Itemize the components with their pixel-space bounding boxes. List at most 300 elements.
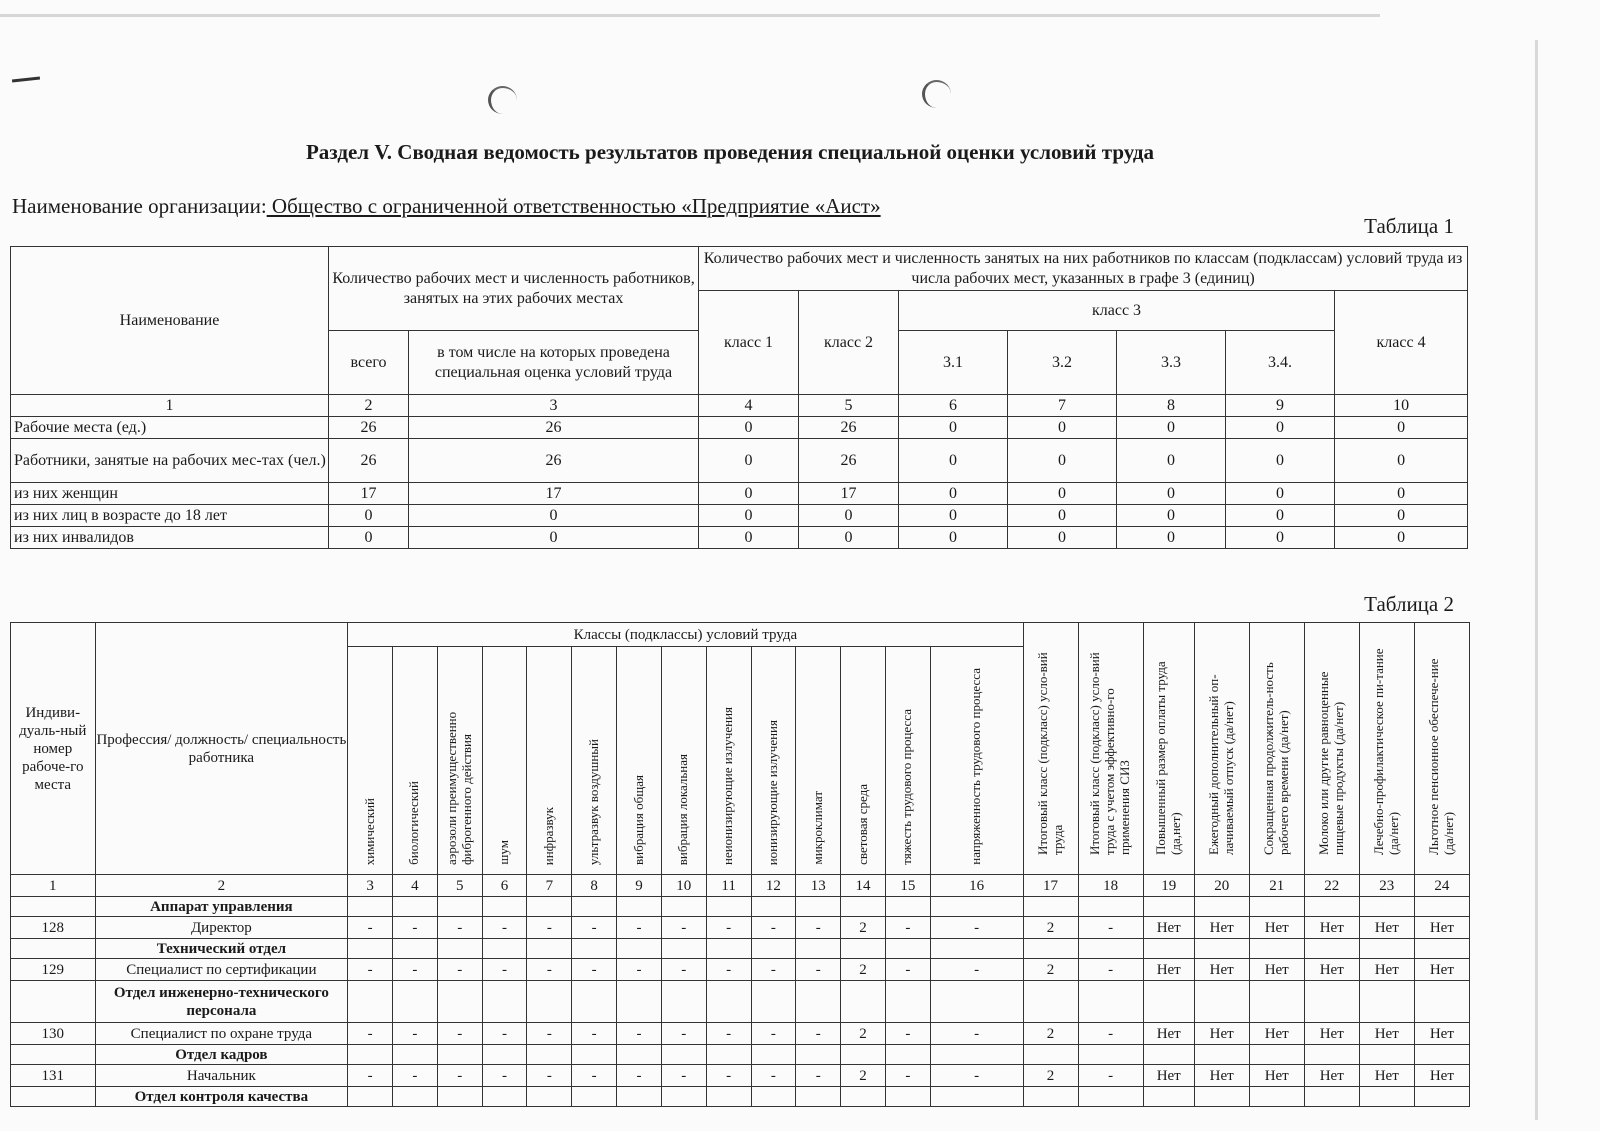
column-number: 10	[661, 875, 706, 897]
cell-value: 0	[699, 527, 799, 549]
empty-cell	[11, 1045, 96, 1065]
header-name: Наименование	[11, 247, 329, 395]
department-row	[11, 897, 1470, 917]
cell-value: Нет	[1414, 959, 1469, 981]
empty-cell	[527, 897, 572, 917]
cell-value: -	[482, 1023, 527, 1045]
cell-value: 0	[699, 439, 799, 483]
header-factor-text: биологический	[406, 781, 422, 865]
header-factor	[617, 647, 662, 875]
empty-cell	[796, 1045, 841, 1065]
column-number: 4	[699, 395, 799, 417]
empty-cell	[348, 939, 393, 959]
empty-cell	[437, 1045, 482, 1065]
empty-cell	[1194, 1087, 1249, 1107]
cell-value: 17	[409, 483, 699, 505]
header-factor-text: вибрация локальная	[675, 753, 691, 865]
cell-value: 17	[329, 483, 409, 505]
column-number: 14	[841, 875, 886, 897]
column-number: 3	[409, 395, 699, 417]
empty-cell	[706, 939, 751, 959]
empty-cell	[393, 939, 438, 959]
department-name: Аппарат управления	[95, 897, 348, 917]
header-extra-text: Льготное пенсионное обеспече-ние (да/нет)	[1425, 658, 1456, 855]
column-number: 16	[930, 875, 1023, 897]
cell-value: 2	[1023, 1065, 1078, 1087]
header-factor-text: напряженность трудового процесса	[968, 668, 984, 865]
empty-cell	[1304, 939, 1359, 959]
header-class3-3: 3.3	[1117, 331, 1226, 395]
cell-value: Нет	[1359, 1065, 1414, 1087]
job-title: Специалист по сертификации	[95, 959, 348, 981]
empty-cell	[617, 1045, 662, 1065]
cell-value: -	[393, 917, 438, 939]
row-label: из них лиц в возрасте до 18 лет	[11, 505, 329, 527]
empty-cell	[1143, 939, 1194, 959]
workplace-id: 130	[11, 1023, 96, 1045]
cell-value: -	[437, 959, 482, 981]
empty-cell	[482, 981, 527, 1023]
header-factor	[841, 647, 886, 875]
empty-cell	[796, 1087, 841, 1107]
cell-value: -	[527, 1065, 572, 1087]
cell-value: 0	[1226, 483, 1335, 505]
cell-value: -	[885, 917, 930, 939]
cell-value: -	[527, 917, 572, 939]
header-extra-text: Лечебно-профилактическое пи-тание (да/нет)	[1370, 648, 1401, 855]
cell-value: -	[348, 1065, 393, 1087]
cell-value: -	[885, 1023, 930, 1045]
header-factor-text: ионизирующие излучения	[764, 719, 780, 865]
empty-cell	[527, 939, 572, 959]
cell-value: Нет	[1143, 959, 1194, 981]
header-factor	[572, 647, 617, 875]
cell-value: 0	[1117, 439, 1226, 483]
empty-cell	[527, 1045, 572, 1065]
empty-cell	[930, 1045, 1023, 1065]
empty-cell	[930, 981, 1023, 1023]
column-number: 11	[706, 875, 751, 897]
cell-value: -	[796, 1065, 841, 1087]
header-extra-text: Сокращенная продолжитель-ность рабочего времени (да/нет)	[1260, 662, 1291, 855]
cell-value: 2	[1023, 917, 1078, 939]
header-count-group: Количество рабочих мест и численность работников, занятых на этих рабочих местах	[329, 247, 699, 331]
header-factor-text: вибрация общая	[630, 775, 646, 865]
cell-value: -	[348, 917, 393, 939]
empty-cell	[1078, 1045, 1143, 1065]
cell-value: 0	[899, 483, 1008, 505]
empty-cell	[1359, 1045, 1414, 1065]
header-factor-text: ультразвук воздушный	[585, 738, 601, 865]
column-number: 8	[572, 875, 617, 897]
header-factor-text: тяжесть трудового процесса	[899, 709, 915, 865]
cell-value: -	[661, 1065, 706, 1087]
cell-value: 0	[1117, 417, 1226, 439]
empty-cell	[617, 981, 662, 1023]
empty-cell	[751, 1087, 796, 1107]
cell-value: Нет	[1249, 1023, 1304, 1045]
empty-cell	[1414, 1045, 1469, 1065]
table-row	[11, 483, 1468, 505]
department-name: Отдел инженерно-технического персонала	[95, 981, 348, 1023]
header-class3: класс 3	[899, 291, 1335, 331]
empty-cell	[885, 981, 930, 1023]
header-factor	[437, 647, 482, 875]
empty-cell	[1078, 939, 1143, 959]
column-number: 6	[899, 395, 1008, 417]
cell-value: 0	[899, 505, 1008, 527]
cell-value: -	[482, 1065, 527, 1087]
cell-value: 26	[799, 417, 899, 439]
column-number: 2	[95, 875, 348, 897]
empty-cell	[930, 939, 1023, 959]
cell-value: -	[482, 917, 527, 939]
empty-cell	[1359, 939, 1414, 959]
header-factor	[706, 647, 751, 875]
table-row	[11, 417, 1468, 439]
cell-value: -	[930, 1065, 1023, 1087]
cell-value: Нет	[1194, 959, 1249, 981]
header-class3-1: 3.1	[899, 331, 1008, 395]
empty-cell	[527, 1087, 572, 1107]
header-factor	[482, 647, 527, 875]
cell-value: -	[1078, 917, 1143, 939]
header-class4: класс 4	[1335, 291, 1468, 395]
department-name: Технический отдел	[95, 939, 348, 959]
cell-value: 2	[841, 959, 886, 981]
summary-table	[10, 246, 1468, 549]
empty-cell	[393, 1045, 438, 1065]
empty-cell	[1194, 981, 1249, 1023]
empty-cell	[1023, 981, 1078, 1023]
header-workplace-id: Индиви-дуаль-ный номер рабоче-го места	[11, 623, 96, 875]
empty-cell	[796, 939, 841, 959]
department-row	[11, 1087, 1470, 1107]
cell-value: -	[661, 959, 706, 981]
cell-value: 0	[1008, 417, 1117, 439]
scan-top-edge	[0, 14, 1380, 17]
empty-cell	[348, 981, 393, 1023]
empty-cell	[437, 939, 482, 959]
cell-value: 2	[841, 1065, 886, 1087]
cell-value: -	[617, 1023, 662, 1045]
empty-cell	[1249, 1045, 1304, 1065]
header-final-class-text: Итоговый класс (подкласс) усло-вий труда	[1034, 652, 1065, 855]
empty-cell	[841, 1045, 886, 1065]
column-number: 1	[11, 395, 329, 417]
empty-cell	[572, 897, 617, 917]
cell-value: 26	[409, 439, 699, 483]
cell-value: 0	[1335, 439, 1468, 483]
organization-value: Общество с ограниченной ответственностью «Предприятие «Аист»	[266, 194, 881, 218]
empty-cell	[1023, 1087, 1078, 1107]
cell-value: 2	[841, 917, 886, 939]
empty-cell	[706, 897, 751, 917]
cell-value: Нет	[1359, 917, 1414, 939]
workplaces-table	[10, 622, 1470, 1107]
job-title: Начальник	[95, 1065, 348, 1087]
job-title: Специалист по охране труда	[95, 1023, 348, 1045]
cell-value: -	[796, 959, 841, 981]
header-class3-2: 3.2	[1008, 331, 1117, 395]
cell-value: 2	[1023, 959, 1078, 981]
header-extra-text: Ежегодный дополнительный оп-лачиваемый отпуск (да/нет)	[1205, 674, 1236, 855]
cell-value: 0	[1008, 505, 1117, 527]
department-name: Отдел кадров	[95, 1045, 348, 1065]
cell-value: 0	[1226, 439, 1335, 483]
empty-cell	[706, 1087, 751, 1107]
cell-value: 0	[699, 483, 799, 505]
row-label: из них женщин	[11, 483, 329, 505]
header-extra	[1249, 623, 1304, 875]
column-number: 2	[329, 395, 409, 417]
cell-value: -	[617, 1065, 662, 1087]
empty-cell	[841, 939, 886, 959]
empty-cell	[482, 1087, 527, 1107]
cell-value: -	[572, 917, 617, 939]
cell-value: Нет	[1143, 917, 1194, 939]
cell-value: 0	[799, 505, 899, 527]
empty-cell	[1023, 939, 1078, 959]
empty-cell	[482, 1045, 527, 1065]
empty-cell	[1359, 981, 1414, 1023]
empty-cell	[348, 1045, 393, 1065]
column-number: 1	[11, 875, 96, 897]
cell-value: -	[1078, 1065, 1143, 1087]
cell-value: -	[796, 917, 841, 939]
cell-value: -	[706, 1023, 751, 1045]
cell-value: -	[706, 959, 751, 981]
empty-cell	[930, 897, 1023, 917]
cell-value: -	[482, 959, 527, 981]
empty-cell	[437, 981, 482, 1023]
header-class-group: Количество рабочих мест и численность занятых на них работников по классам (подклассам) условий труда из числа рабочих мест, указанных в графе 3 (единиц)	[699, 247, 1468, 291]
cell-value: Нет	[1194, 917, 1249, 939]
table1-caption: Таблица 1	[1364, 214, 1454, 238]
header-factor-text: микроклимат	[809, 791, 825, 865]
department-name: Отдел контроля качества	[95, 1087, 348, 1107]
cell-value: 17	[799, 483, 899, 505]
empty-cell	[1414, 1087, 1469, 1107]
empty-cell	[1078, 897, 1143, 917]
column-number: 18	[1078, 875, 1143, 897]
cell-value: -	[437, 1023, 482, 1045]
cell-value: -	[527, 1023, 572, 1045]
cell-value: 0	[699, 505, 799, 527]
cell-value: 0	[899, 527, 1008, 549]
header-extra	[1194, 623, 1249, 875]
empty-cell	[482, 939, 527, 959]
empty-cell	[1023, 1045, 1078, 1065]
cell-value: 26	[799, 439, 899, 483]
empty-cell	[572, 1045, 617, 1065]
cell-value: Нет	[1249, 1065, 1304, 1087]
empty-cell	[437, 897, 482, 917]
column-number: 12	[751, 875, 796, 897]
empty-cell	[1359, 1087, 1414, 1107]
empty-cell	[1304, 1087, 1359, 1107]
empty-cell	[1359, 897, 1414, 917]
pen-mark	[12, 77, 40, 83]
workplace-id: 129	[11, 959, 96, 981]
section-title: Раздел V. Сводная ведомость результатов проведения специальной оценки условий труда	[305, 140, 1155, 164]
empty-cell	[1143, 981, 1194, 1023]
organization-line	[12, 194, 881, 219]
cell-value: -	[706, 917, 751, 939]
cell-value: -	[1078, 1023, 1143, 1045]
empty-cell	[841, 981, 886, 1023]
column-number: 22	[1304, 875, 1359, 897]
cell-value: 2	[841, 1023, 886, 1045]
empty-cell	[393, 1087, 438, 1107]
column-number: 3	[348, 875, 393, 897]
empty-cell	[11, 939, 96, 959]
cell-value: -	[437, 917, 482, 939]
column-number: 7	[1008, 395, 1117, 417]
cell-value: 0	[1226, 527, 1335, 549]
header-extra	[1143, 623, 1194, 875]
cell-value: Нет	[1194, 1065, 1249, 1087]
cell-value: -	[617, 959, 662, 981]
cell-value: -	[1078, 959, 1143, 981]
cell-value: 0	[329, 527, 409, 549]
header-total: всего	[329, 331, 409, 395]
empty-cell	[885, 897, 930, 917]
header-final-class-siz	[1078, 623, 1143, 875]
header-factor	[751, 647, 796, 875]
empty-cell	[1023, 897, 1078, 917]
header-classes-group: Классы (подклассы) условий труда	[348, 623, 1023, 647]
header-extra	[1414, 623, 1469, 875]
empty-cell	[841, 1087, 886, 1107]
cell-value: -	[751, 959, 796, 981]
empty-cell	[885, 1045, 930, 1065]
cell-value: -	[617, 917, 662, 939]
cell-value: -	[572, 1023, 617, 1045]
cell-value: Нет	[1249, 959, 1304, 981]
empty-cell	[751, 981, 796, 1023]
header-final-class-siz-text: Итоговый класс (подкласс) усло-вий труда с учетом эффективно-го применения СИЗ	[1087, 652, 1133, 855]
empty-cell	[661, 897, 706, 917]
header-class2: класс 2	[799, 291, 899, 395]
empty-cell	[841, 897, 886, 917]
empty-cell	[706, 1045, 751, 1065]
header-class3-4: 3.4.	[1226, 331, 1335, 395]
cell-value: Нет	[1359, 1023, 1414, 1045]
cell-value: Нет	[1143, 1065, 1194, 1087]
cell-value: -	[527, 959, 572, 981]
header-profession: Профессия/ должность/ специальность работника	[95, 623, 348, 875]
empty-cell	[11, 897, 96, 917]
cell-value: 26	[329, 439, 409, 483]
cell-value: Нет	[1304, 1065, 1359, 1087]
cell-value: Нет	[1304, 959, 1359, 981]
table-row	[11, 1065, 1470, 1087]
empty-cell	[751, 1045, 796, 1065]
cell-value: 0	[699, 417, 799, 439]
cell-value: -	[393, 959, 438, 981]
empty-cell	[1249, 939, 1304, 959]
cell-value: -	[751, 1065, 796, 1087]
empty-cell	[617, 939, 662, 959]
cell-value: -	[348, 959, 393, 981]
column-number: 15	[885, 875, 930, 897]
header-factor	[930, 647, 1023, 875]
cell-value: Нет	[1304, 917, 1359, 939]
empty-cell	[1414, 939, 1469, 959]
empty-cell	[348, 1087, 393, 1107]
empty-cell	[348, 897, 393, 917]
cell-value: Нет	[1143, 1023, 1194, 1045]
header-extra-text: Молоко или другие равноценные пищевые продукты (да/нет)	[1315, 671, 1346, 855]
header-extra-text: Повышенный размер оплаты труда (да,нет)	[1152, 661, 1183, 855]
cell-value: -	[751, 917, 796, 939]
empty-cell	[1249, 1087, 1304, 1107]
table-row	[11, 917, 1470, 939]
cell-value: -	[437, 1065, 482, 1087]
empty-cell	[1194, 897, 1249, 917]
empty-cell	[661, 981, 706, 1023]
header-factor	[527, 647, 572, 875]
column-number: 8	[1117, 395, 1226, 417]
empty-cell	[11, 981, 96, 1023]
column-number: 17	[1023, 875, 1078, 897]
header-final-class	[1023, 623, 1078, 875]
empty-cell	[1194, 939, 1249, 959]
workplace-id: 131	[11, 1065, 96, 1087]
cell-value: -	[796, 1023, 841, 1045]
cell-value: -	[930, 959, 1023, 981]
cell-value: -	[930, 1023, 1023, 1045]
cell-value: -	[885, 1065, 930, 1087]
cell-value: Нет	[1194, 1023, 1249, 1045]
cell-value: 0	[1226, 417, 1335, 439]
column-number: 19	[1143, 875, 1194, 897]
cell-value: Нет	[1249, 917, 1304, 939]
empty-cell	[617, 897, 662, 917]
table-row	[11, 439, 1468, 483]
cell-value: -	[930, 917, 1023, 939]
cell-value: -	[661, 917, 706, 939]
staple-mark	[922, 80, 951, 108]
cell-value: -	[885, 959, 930, 981]
header-assessed: в том числе на которых проведена специальная оценка условий труда	[409, 331, 699, 395]
department-row	[11, 981, 1470, 1023]
empty-cell	[930, 1087, 1023, 1107]
table-row	[11, 959, 1470, 981]
column-number: 24	[1414, 875, 1469, 897]
empty-cell	[393, 897, 438, 917]
workplace-id: 128	[11, 917, 96, 939]
cell-value: 0	[899, 417, 1008, 439]
cell-value: -	[393, 1065, 438, 1087]
cell-value: 0	[1226, 505, 1335, 527]
empty-cell	[1078, 1087, 1143, 1107]
job-title: Директор	[95, 917, 348, 939]
column-number: 6	[482, 875, 527, 897]
empty-cell	[1249, 897, 1304, 917]
cell-value: 0	[1008, 527, 1117, 549]
cell-value: 0	[1008, 483, 1117, 505]
empty-cell	[1078, 981, 1143, 1023]
empty-cell	[1143, 1087, 1194, 1107]
empty-cell	[1304, 897, 1359, 917]
header-factor	[348, 647, 393, 875]
row-label: Работники, занятые на рабочих мес-тах (чел.)	[11, 439, 329, 483]
empty-cell	[661, 939, 706, 959]
cell-value: 0	[1008, 439, 1117, 483]
column-number: 9	[1226, 395, 1335, 417]
